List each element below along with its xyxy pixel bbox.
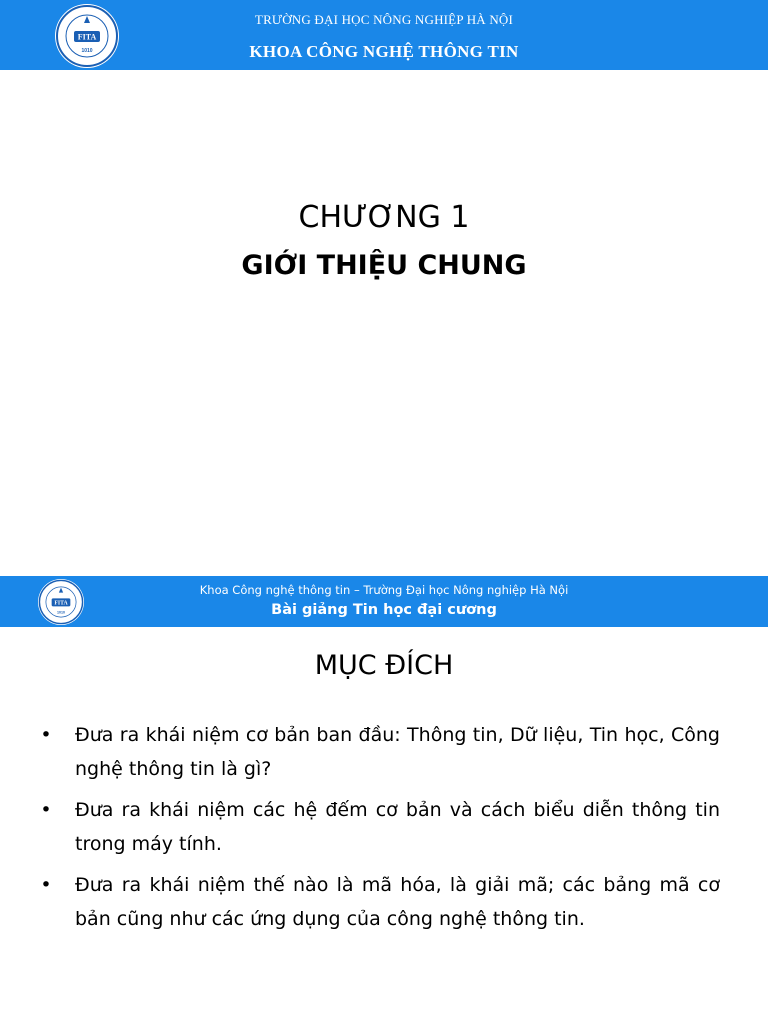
list-item-text: Đưa ra khái niệm cơ bản ban đầu: Thông tin, Dữ liệu, Tin học, Công nghệ thông tin là gì? bbox=[75, 724, 720, 780]
bullet-icon: • bbox=[40, 724, 52, 746]
list-item-text: Đưa ra khái niệm thế nào là mã hóa, là giải mã; các bảng mã cơ bản cũng như các ứng dụng của công nghệ thông tin. bbox=[75, 874, 720, 930]
list-item bbox=[40, 868, 720, 936]
faculty-name: KHOA CÔNG NGHỆ THÔNG TIN bbox=[249, 42, 519, 61]
list-item bbox=[40, 793, 720, 861]
svg-text:1010: 1010 bbox=[57, 610, 65, 615]
list-item bbox=[40, 718, 720, 786]
chapter-title: GIỚI THIỆU CHUNG bbox=[241, 250, 527, 281]
section-title: MỤC ĐÍCH bbox=[314, 650, 454, 681]
bullet-icon: • bbox=[40, 799, 52, 821]
svg-text:FITA: FITA bbox=[77, 32, 97, 42]
chapter-number: CHƯƠNG 1 bbox=[298, 200, 470, 235]
slide2-header-course: Bài giảng Tin học đại cương bbox=[271, 602, 497, 618]
bullet-icon: • bbox=[40, 874, 52, 896]
objectives-list bbox=[40, 718, 720, 943]
slide2-header-affiliation: Khoa Công nghệ thông tin – Trường Đại học Nông nghiệp Hà Nội bbox=[199, 583, 569, 597]
svg-text:1010: 1010 bbox=[81, 48, 93, 54]
svg-text:FITA: FITA bbox=[54, 600, 68, 607]
list-item-text: Đưa ra khái niệm các hệ đếm cơ bản và cách biểu diễn thông tin trong máy tính. bbox=[75, 799, 720, 855]
university-name: TRƯỜNG ĐẠI HỌC NÔNG NGHIỆP HÀ NỘI bbox=[254, 12, 514, 27]
